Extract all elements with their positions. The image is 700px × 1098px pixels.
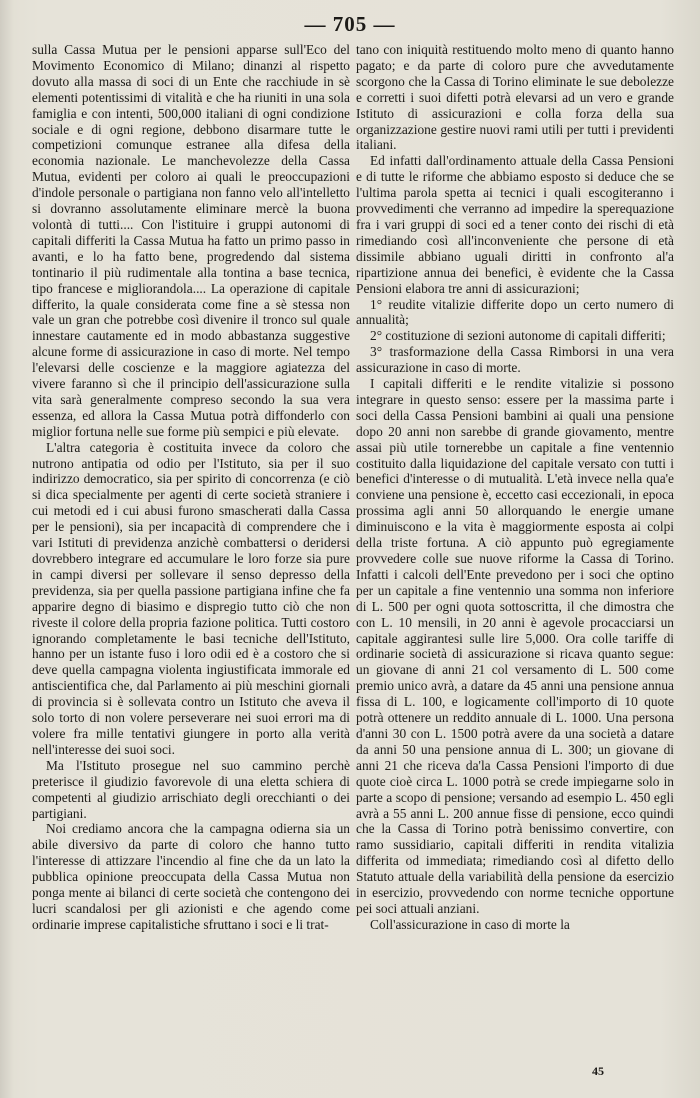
- paragraph: Noi crediamo ancora che la campagna odierna sia un abile diversivo da parte di coloro che hanno tutto l'interesse di attizzare l'incendio al fine che da un lato la pubblica opinione preoccupata della Cassa Mutua non ponga mente ai bilanci di certe società che contengono dei lucri scandalosi per gli azionisti e che agendo come ordinarie imprese capitalistiche sfruttano i soci e li trat-: [32, 821, 350, 932]
- paragraph: L'altra categoria è costituita invece da coloro che nutrono antipatia od odio per l'Istituto, sia per il suo indirizzo democratico, sia per spirito di concorrenza (e ciò si dica specialmente per agenti di certe società straniere i cui metodi ed i cui abusi furono smascherati dalla Cassa per le pensioni), sia per incapacità di comprendere che i vari Istituti di previdenza anzichè combattersi o deridersi dovrebbero integrare ed accumulare le loro forze sia pure in campi diversi per sollevare il senso depresso della previdenza, sia per quella passione partigiana infine che fa apparire degno di biasimo e dispregio tutto ciò che non riveste il colore della propria fazione politica. Tutti costoro ignorando completamente le basi tecniche dell'Istituto, hanno per un istante fuso i loro odii ed è a costoro che si deve quella campagna violenta ingiustificata immorale ed antiscientifica che, dal Parlamento ai più meschini giornali di provincia si è sollevata contro un Istituto che aveva il solo torto di non volere perseverare nei suoi errori ma di volere fra mille tentativi giungere in porto alla verità nell'interesse dei suoi soci.: [32, 439, 350, 757]
- right-column: [356, 42, 674, 933]
- paragraph: I capitali differiti e le rendite vitalizie si possono integrare in questo senso: essere per la massima parte i soci della Cassa Pensioni bambini ai quali una pensione dopo 20 anni non sarebbe di grande giovamento, mentre assai più utile tornerebbe un capitale a fine ventennio costituito dalla liquidazione del capitale versato con tutti i benefici d'interesse o di mutualità. L'età invece nella qua'e conviene una pensione è, eccetto casi eccezionali, in epoca prossima agli anni 50 allorquando le energie umane diminuiscono e la vita è maggiormente esposta ai colpi della triste fortuna. A ciò appunto può egregiamente provvedere colle sue nuove riforme la Cassa di Torino. Infatti i calcoli dell'Ente prevedono per i soci che optino per un capitale a fine ventennio una somma non inferiore di L. 500 per ogni quota sottoscritta, il che dimostra che con L. 10 mensili, in 20 anni è agevole procacciarsi un capitale aggirantesi sulle lire 5,000. Ora colle tariffe di ordinarie società di assicurazione si ricava quanto segue: un giovane di anni 21 col versamento di L. 500 come premio unico avrà, a datare da 45 anni una pensione annua fissa di L. 100, e logicamente coll'importo di 10 quote potrà ottenere un reddito annuale di L. 1000. Una persona d'anni 30 con L. 1500 potrà avere da una società a datare da anni 50 una pensione annua di L. 300; un giovane di anni 21 che riceva da'la Cassa Pensioni l'importo di due quote cioè circa L. 1000 potrà se crede impiegarne solo in parte a scopo di pensione; versando ad esempio L. 450 egli avrà a 55 anni L. 200 annue fisse di pensione, ecco quindi che la Cassa di Torino potrà benissimo convertire, con ramo sussidiario, capitali differiti in rendita vitalizia differita od immediata; rimediando così al difetto dello Statuto attuale della variabilità della pensione da esercizio in esercizio, provvedendo con norme tecniche opportune pei soci attuali anziani.: [356, 376, 674, 916]
- signature-mark: 45: [592, 1064, 604, 1078]
- paragraph: Coll'assicurazione in caso di morte la: [370, 916, 570, 932]
- paragraph: tano con iniquità restituendo molto meno di quanto hanno pagato; e da parte di coloro pure che avvedutamente scorgono che la Cassa di Torino eliminate le sue debolezze e corretti i suoi difetti potrà elevarsi ad un vero e grande Istituto di assicurazioni e colla forza della sua organizzazione gestire nuovi rami utili per tutti i previdenti italiani.: [356, 42, 674, 153]
- paragraph: Ed infatti dall'ordinamento attuale della Cassa Pensioni e di tutte le riforme che abbiamo esposto si deduce che se l'ultima parola spetta ai tecnici i quali escogiteranno i provvedimenti che verranno ad impedire la sperequazione fra i vari gruppi di soci ed a tener conto dei rischi di età rimediando così all'inconveniente che persone di età dissimile abbiano uguali diritti in confronto al'a ripartizione annua dei benefici, è evidente che la Cassa Pensioni elabora tre anni di assicurazioni;: [356, 153, 674, 296]
- list-item: 2° costituzione di sezioni autonome di capitali differiti;: [370, 328, 666, 344]
- list-item: 1° reudite vitalizie differite dopo un certo numero di annualità;: [356, 296, 674, 328]
- paragraph: sulla Cassa Mutua per le pensioni apparse sull'Eco del Movimento Economico di Milano; dinanzi al rispetto dovuto alla massa di soci di un Ente che racchiude in sè elementi potentissimi di vitalità e che ha riuniti in una sola famiglia e con intenti, 500,000 italiani di ogni condizione sociale e di ogni regione, debbono disarmare tutte le competizioni comunque estranee alla difesa della economia nazionale. Le manchevolezze della Cassa Mutua, evidenti per coloro ai quali le preoccupazioni d'indole personale o partigiana non fanno velo all'intelletto si dovranno assolutamente eliminare mercè la buona volontà di tutti.... Con l'istituire i gruppi autonomi di capitali differiti la Cassa Mutua ha fatto un primo passo in avanti, e lo ha fatto bene, progredendo dal sistema tontinario il più rudimentale alla tontina a base tecnica, tipo francese e migliorandola.... La operazione di capitale differito, la quale considerata come fine a sè stessa non vale un gran che potrebbe così divenire il tronco sul quale innestare cautamente ed in modo abbastanza suggestive alcune forme di assicurazione in caso di morte. Nel tempo l'elevarsi delle coscienze e la maggiore agiatezza del vivere faranno sì che il principio dell'assicurazione sulla vita sarà generalmente compreso secondo la sua vera essenza, ed allora la Cassa Mutua potrà diffonderlo con miglior fortuna nelle sue forme più sempici e più elevate.: [32, 42, 350, 439]
- page-number: — 705 —: [304, 12, 396, 36]
- left-column: [32, 42, 350, 933]
- list-item: 3° trasformazione della Cassa Rimborsi in una vera assicurazione in caso di morte.: [356, 344, 674, 376]
- paragraph: Ma l'Istituto prosegue nel suo cammino perchè preterisce il giudizio favorevole di una eletta schiera di competenti al giudizio arrischiato degli orecchianti o dei partigiani.: [32, 757, 350, 821]
